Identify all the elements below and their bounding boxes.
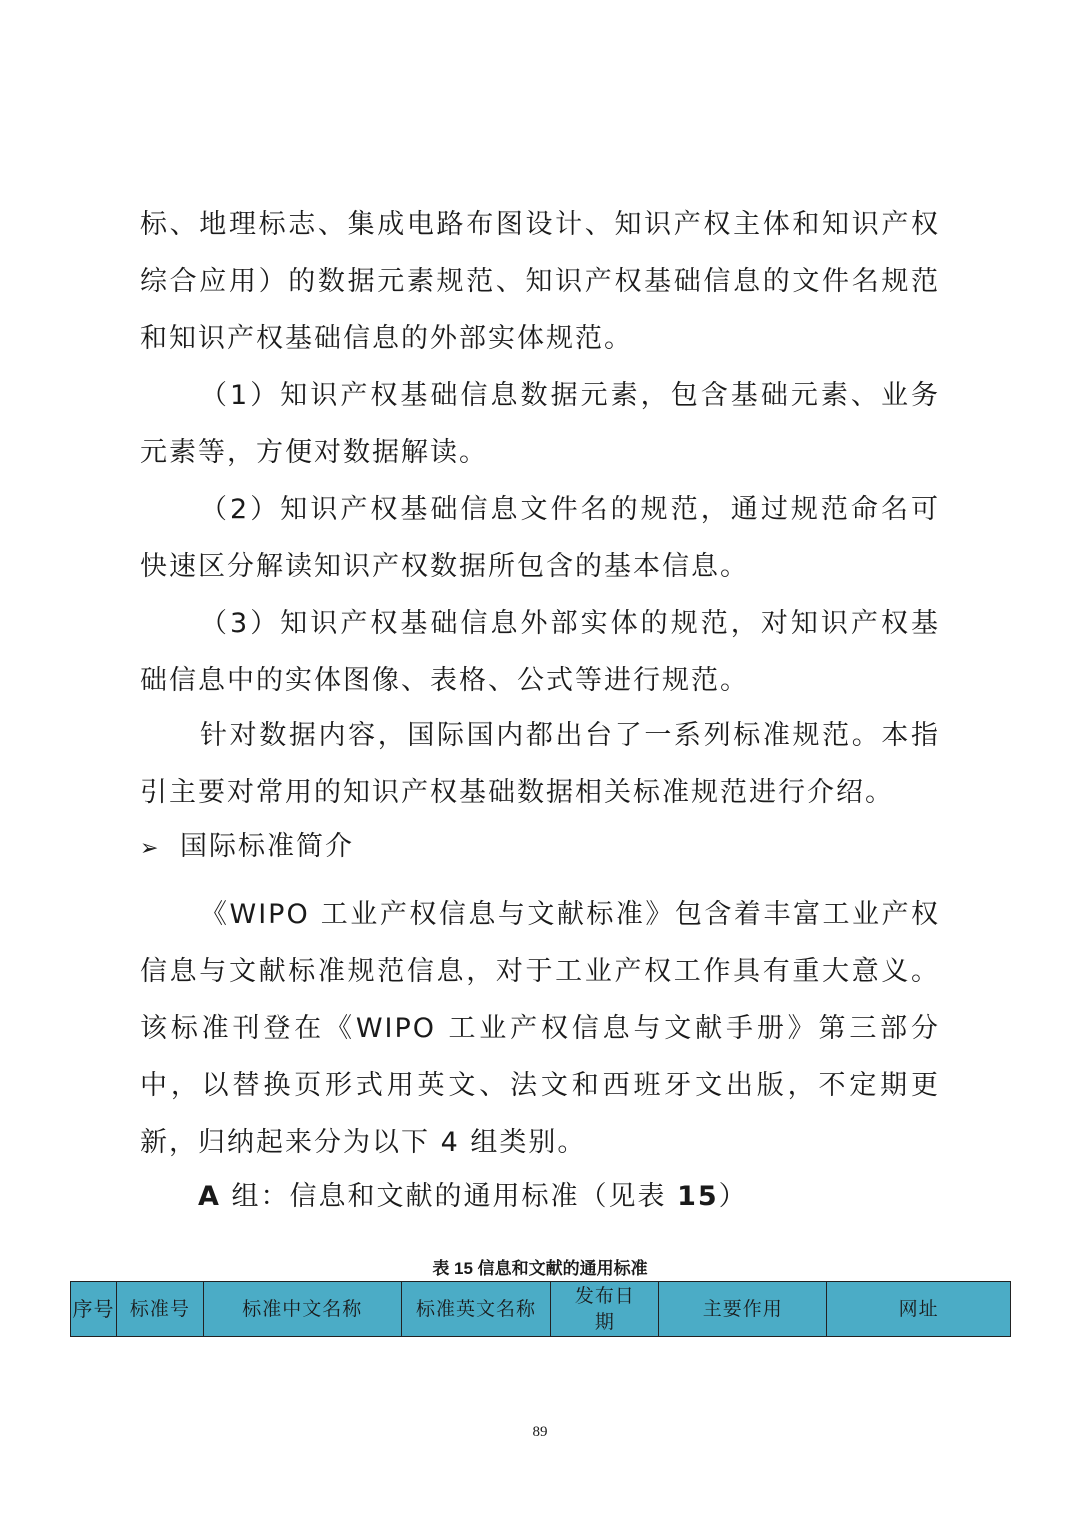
column-header-main-purpose: 主要作用 (659, 1282, 827, 1337)
paragraph-item-1: （1）知识产权基础信息数据元素，包含基础元素、业务元素等，方便对数据解读。 (140, 380, 940, 468)
section-heading (140, 818, 354, 877)
group-table-ref: 15 (677, 1181, 719, 1212)
table-header-row (71, 1282, 1011, 1337)
paragraph-item-3: （3）知识产权基础信息外部实体的规范，对知识产权基础信息中的实体图像、表格、公式等进行规范。 (140, 608, 940, 696)
standards-table (70, 1281, 1011, 1337)
group-letter: A (198, 1181, 221, 1212)
paragraph-intro-standards: 针对数据内容，国际国内都出台了一系列标准规范。本指引主要对常用的知识产权基础数据相关标准规范进行介绍。 (140, 720, 940, 808)
column-header-url: 网址 (827, 1282, 1011, 1337)
page-number: 89 (532, 1424, 548, 1440)
group-heading-suffix: ） (718, 1181, 748, 1212)
paragraph-item-2: （2）知识产权基础信息文件名的规范，通过规范命名可快速区分解读知识产权数据所包含的基本信息。 (140, 494, 940, 582)
section-heading-text: 国际标准简介 (180, 831, 354, 862)
column-header-standard-number: 标准号 (116, 1282, 203, 1337)
column-header-index: 序号 (71, 1282, 117, 1337)
column-header-release-date: 发布日期 (551, 1282, 659, 1337)
paragraph-continuation: 标、地理标志、集成电路布图设计、知识产权主体和知识产权综合应用）的数据元素规范、知识产权基础信息的文件名规范和知识产权基础信息的外部实体规范。 (140, 209, 940, 354)
column-header-english-name: 标准英文名称 (401, 1282, 551, 1337)
paragraph-wipo-standards: 《WIPO 工业产权信息与文献标准》包含着丰富工业产权信息与文献标准规范信息，对于工业产权工作具有重大意义。该标准刊登在《WIPO 工业产权信息与文献手册》第三部分中，以替换页形式用英文、法文和西班牙文出版，不定期更新，归纳起来分为以下 4 组类别。 (140, 899, 940, 1158)
arrow-bullet-icon: ➢ (140, 836, 161, 861)
group-a-heading (198, 1168, 748, 1225)
table-caption: 表 15 信息和文献的通用标准 (432, 1259, 648, 1278)
group-heading-text: 组：信息和文献的通用标准（见表 (220, 1181, 678, 1212)
column-header-chinese-name: 标准中文名称 (203, 1282, 401, 1337)
